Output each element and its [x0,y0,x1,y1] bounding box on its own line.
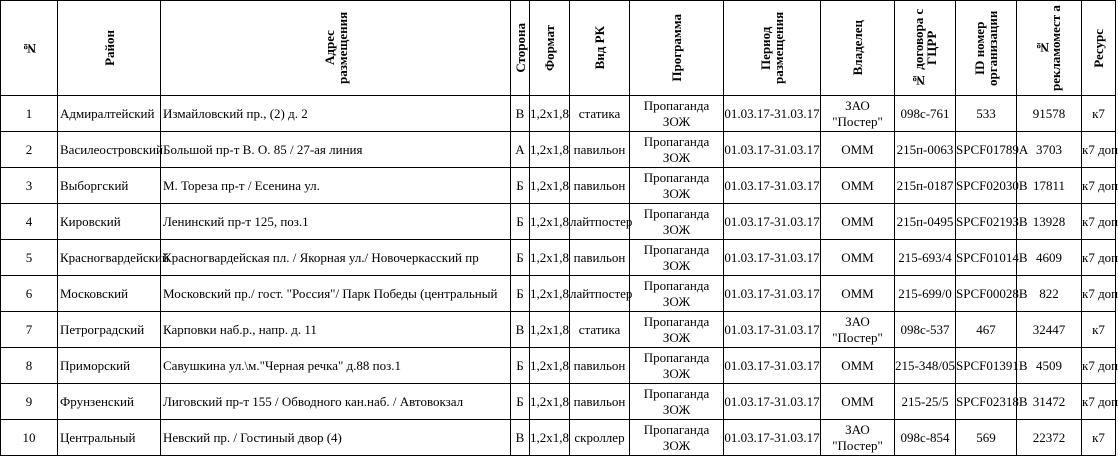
cell-number: 5 [1,240,58,276]
cell-program: Пропаганда ЗОЖ [630,96,724,132]
cell-side: А [511,132,530,168]
table-body [1,96,1116,456]
cell-place-number: 4509 [1017,348,1082,384]
cell-resource: к7 доп [1082,132,1116,168]
cell-resource: к7 [1082,312,1116,348]
cell-number: 3 [1,168,58,204]
cell-district: Красногвардейский [58,240,161,276]
cell-program: Пропаганда ЗОЖ [630,420,724,456]
cell-rk-type: лайтпостер [570,276,630,312]
cell-side: Б [511,240,530,276]
header-contract-label: № договора с ГЦРР [911,8,939,88]
cell-contract: 215-693/4 [895,240,956,276]
cell-program: Пропаганда ЗОЖ [630,384,724,420]
cell-district: Выборгский [58,168,161,204]
header-place-number [1017,1,1082,96]
cell-rk-type: павильон [570,240,630,276]
cell-place-number: 822 [1017,276,1082,312]
cell-period: 01.03.17-31.03.17 [724,168,821,204]
cell-resource: к7 доп [1082,204,1116,240]
cell-period: 01.03.17-31.03.17 [724,312,821,348]
cell-place-number: 91578 [1017,96,1082,132]
cell-address: М. Тореза пр-т / Есенина ул. [161,168,511,204]
header-org-id-label: ID номер организации [972,10,1000,86]
header-address-label: Адрес размещения [321,11,350,85]
cell-contract: 215п-0187 [895,168,956,204]
cell-resource: к7 доп [1082,384,1116,420]
cell-rk-type: скроллер [570,420,630,456]
cell-district: Василеостровский [58,132,161,168]
cell-side: В [511,420,530,456]
table-row [1,276,1116,312]
cell-number: 10 [1,420,58,456]
cell-place-number: 17811 [1017,168,1082,204]
cell-resource: к7 [1082,420,1116,456]
cell-rk-type: павильон [570,348,630,384]
cell-period: 01.03.17-31.03.17 [724,96,821,132]
cell-district: Фрунзенский [58,384,161,420]
cell-side: Б [511,276,530,312]
cell-format: 1,2х1,8 [530,312,570,348]
cell-place-number: 13928 [1017,204,1082,240]
cell-side: В [511,312,530,348]
cell-org-id: 467 [956,312,1017,348]
cell-owner: ОММ [821,132,895,168]
cell-resource: к7 [1082,96,1116,132]
cell-period: 01.03.17-31.03.17 [724,348,821,384]
cell-place-number: 4609 [1017,240,1082,276]
header-number [1,1,58,96]
cell-number: 7 [1,312,58,348]
header-period [724,1,821,96]
cell-period: 01.03.17-31.03.17 [724,384,821,420]
cell-format: 1,2х1,8 [530,384,570,420]
cell-resource: к7 доп [1082,168,1116,204]
cell-program: Пропаганда ЗОЖ [630,276,724,312]
table-row [1,240,1116,276]
cell-address: Савушкина ул.\м."Черная речка" д.88 поз.1 [161,348,511,384]
header-period-label: Период размещения [758,11,786,85]
table-row [1,204,1116,240]
cell-format: 1,2х1,8 [530,96,570,132]
cell-number: 1 [1,96,58,132]
cell-format: 1,2х1,8 [530,132,570,168]
cell-owner: ЗАО "Постер" [821,312,895,348]
header-rk-type [570,1,630,96]
cell-org-id: 569 [956,420,1017,456]
cell-contract: 215-25/5 [895,384,956,420]
header-resource [1082,1,1116,96]
header-row [1,1,1116,96]
cell-rk-type: павильон [570,384,630,420]
cell-org-id: SPCF02318B [956,384,1017,420]
header-org-id [956,1,1017,96]
cell-owner: ОММ [821,384,895,420]
header-side-label: Сторона [512,23,528,73]
table-row [1,132,1116,168]
cell-address: Красногвардейская пл. / Якорная ул./ Новочеркасский пр [161,240,511,276]
cell-address: Невский пр. / Гостиный двор (4) [161,420,511,456]
cell-org-id: SPCF00028B [956,276,1017,312]
header-program-label: Программа [669,14,684,82]
cell-district: Петроградский [58,312,161,348]
cell-program: Пропаганда ЗОЖ [630,204,724,240]
cell-period: 01.03.17-31.03.17 [724,132,821,168]
cell-side: Б [511,204,530,240]
cell-side: В [511,96,530,132]
cell-owner: ЗАО "Постер" [821,96,895,132]
cell-contract: 215п-0063 [895,132,956,168]
cell-address: Большой пр-т В. О. 85 / 27-ая линия [161,132,511,168]
header-format-label: Формат [542,24,557,71]
cell-resource: к7 доп [1082,240,1116,276]
cell-owner: ОММ [821,168,895,204]
cell-org-id: SPCF02030B [956,168,1017,204]
cell-contract: 215-699/0 [895,276,956,312]
cell-number: 9 [1,384,58,420]
cell-address: Карповки наб.р., напр. д. 11 [161,312,511,348]
cell-rk-type: павильон [570,132,630,168]
cell-owner: ОММ [821,204,895,240]
cell-format: 1,2х1,8 [530,348,570,384]
cell-place-number: 3703 [1017,132,1082,168]
cell-program: Пропаганда ЗОЖ [630,240,724,276]
header-owner-label: Владелец [850,20,865,76]
cell-owner: ЗАО "Постер" [821,420,895,456]
header-resource-label: Ресурс [1091,28,1106,68]
cell-place-number: 22372 [1017,420,1082,456]
cell-district: Кировский [58,204,161,240]
cell-org-id: SPCF01789A [956,132,1017,168]
header-program [630,1,724,96]
cell-side: Б [511,168,530,204]
cell-district: Приморский [58,348,161,384]
cell-period: 01.03.17-31.03.17 [724,420,821,456]
cell-owner: ОММ [821,348,895,384]
header-address [161,1,511,96]
cell-place-number: 31472 [1017,384,1082,420]
header-district [58,1,161,96]
table-row [1,384,1116,420]
table-row [1,312,1116,348]
cell-rk-type: павильон [570,168,630,204]
header-district-label: Район [101,30,117,66]
cell-owner: ОММ [821,276,895,312]
cell-format: 1,2х1,8 [530,420,570,456]
cell-format: 1,2х1,8 [530,204,570,240]
cell-rk-type: статика [570,312,630,348]
cell-program: Пропаганда ЗОЖ [630,312,724,348]
header-rk-type-label: Вид РК [592,26,607,70]
header-place-number-label: № рекламомест а [1035,5,1063,91]
table-row [1,168,1116,204]
cell-side: Б [511,384,530,420]
cell-place-number: 32447 [1017,312,1082,348]
cell-address: Измайловский пр., (2) д. 2 [161,96,511,132]
cell-rk-type: статика [570,96,630,132]
table-row [1,348,1116,384]
cell-district: Московский [58,276,161,312]
cell-number: 6 [1,276,58,312]
cell-owner: ОММ [821,240,895,276]
cell-format: 1,2х1,8 [530,168,570,204]
cell-format: 1,2х1,8 [530,276,570,312]
header-owner [821,1,895,96]
cell-resource: к7 доп [1082,276,1116,312]
cell-address: Московский пр./ гост. "Россия"/ Парк Победы (центральный [161,276,511,312]
cell-org-id: 533 [956,96,1017,132]
cell-contract: 098с-537 [895,312,956,348]
cell-org-id: SPCF02193B [956,204,1017,240]
cell-contract: 215-348/05 [895,348,956,384]
cell-contract: 098с-854 [895,420,956,456]
table-row [1,96,1116,132]
header-side [511,1,530,96]
cell-address: Ленинский пр-т 125, поз.1 [161,204,511,240]
cell-format: 1,2х1,8 [530,240,570,276]
cell-contract: 215п-0495 [895,204,956,240]
cell-number: 4 [1,204,58,240]
cell-district: Адмиралтейский [58,96,161,132]
cell-program: Пропаганда ЗОЖ [630,348,724,384]
cell-district: Центральный [58,420,161,456]
cell-program: Пропаганда ЗОЖ [630,132,724,168]
header-contract [895,1,956,96]
cell-contract: 098с-761 [895,96,956,132]
table-row [1,420,1116,456]
cell-period: 01.03.17-31.03.17 [724,240,821,276]
header-format [530,1,570,96]
cell-period: 01.03.17-31.03.17 [724,204,821,240]
cell-period: 01.03.17-31.03.17 [724,276,821,312]
header-number-label: № [21,40,37,56]
cell-org-id: SPCF01391B [956,348,1017,384]
cell-address: Лиговский пр-т 155 / Обводного кан.наб. / Автовокзал [161,384,511,420]
cell-program: Пропаганда ЗОЖ [630,168,724,204]
cell-side: Б [511,348,530,384]
cell-org-id: SPCF01014B [956,240,1017,276]
cell-rk-type: лайтпостер [570,204,630,240]
cell-resource: к7 доп [1082,348,1116,384]
cell-number: 2 [1,132,58,168]
cell-number: 8 [1,348,58,384]
